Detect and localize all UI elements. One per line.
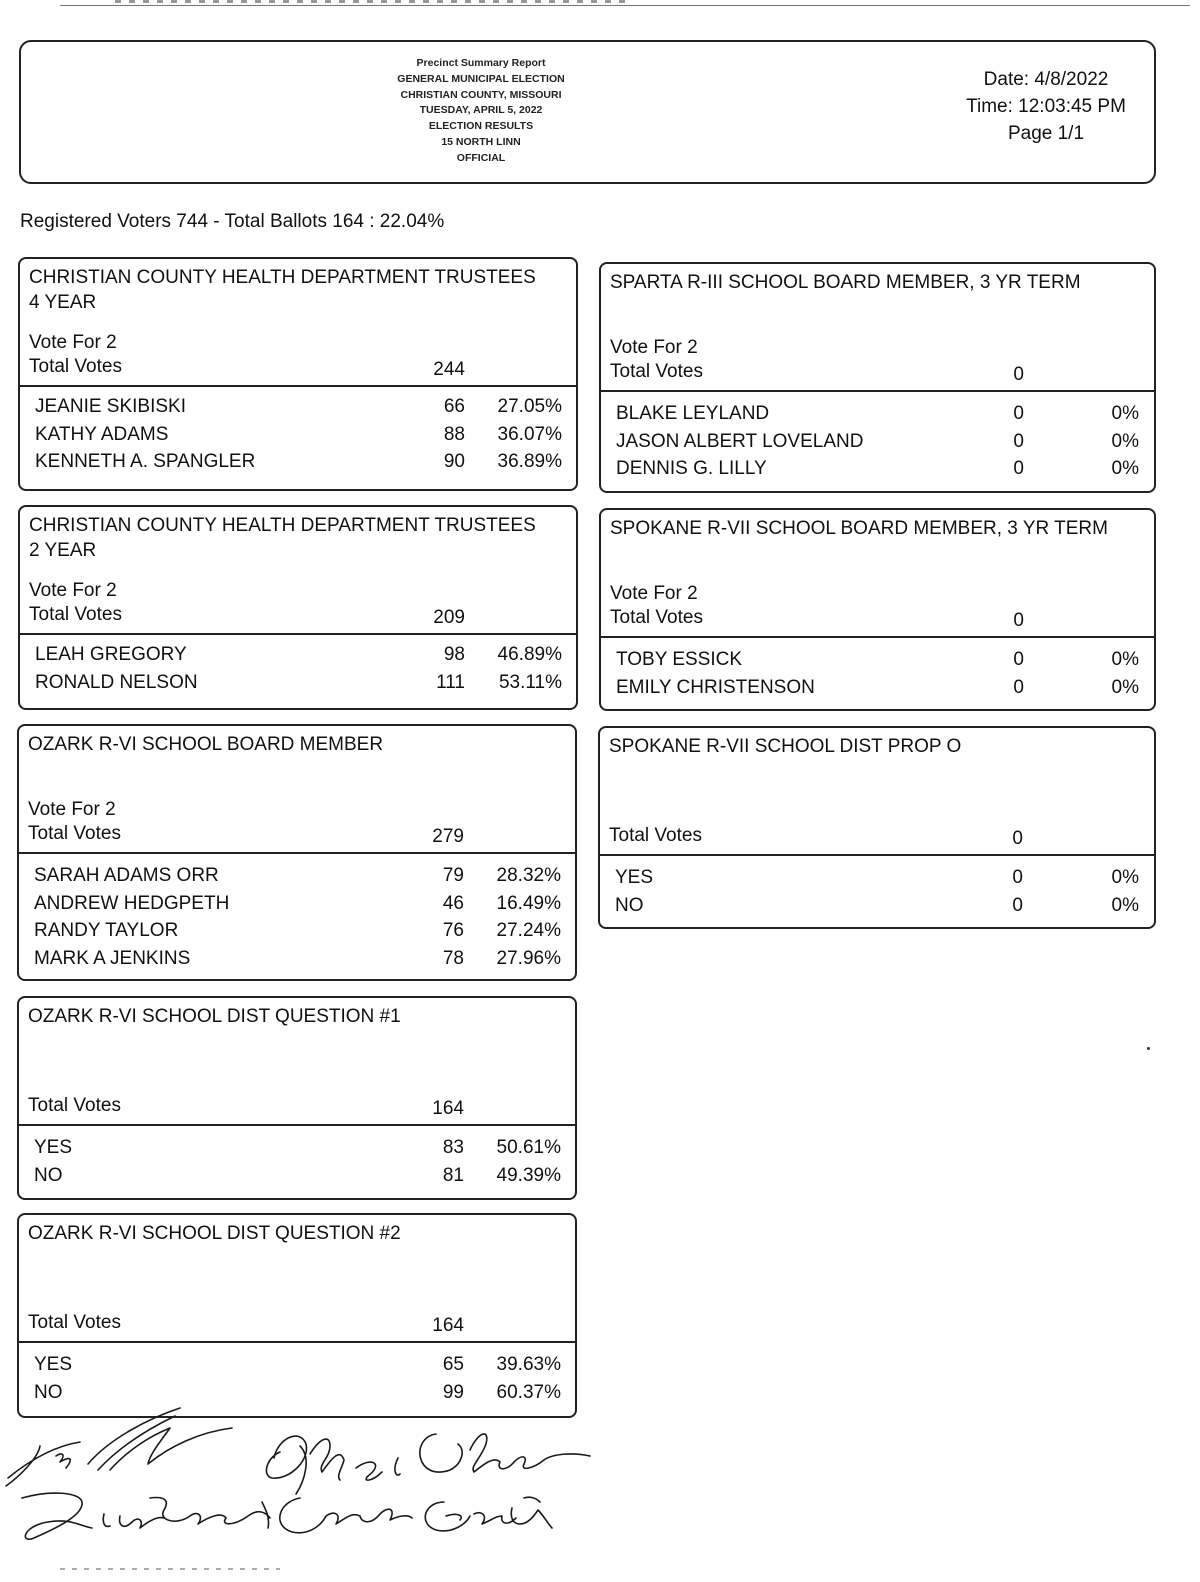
header-divider <box>18 1341 576 1343</box>
choice-votes: 65 <box>442 1354 464 1375</box>
choice-votes: 98 <box>443 644 465 665</box>
official-status: OFFICIAL <box>456 151 506 164</box>
header-divider <box>19 633 577 635</box>
choice-name: SARAH ADAMS ORR <box>34 865 219 886</box>
total-votes-label: Total Votes <box>29 356 122 377</box>
choice-votes: 0 <box>1013 458 1024 479</box>
choice-votes: 81 <box>442 1164 464 1186</box>
choice-row <box>600 892 1154 920</box>
vote-for-label: Vote For 2 <box>610 583 698 604</box>
choice-row <box>19 1162 575 1190</box>
total-votes-label: Total Votes <box>28 1312 121 1333</box>
choice-percent: 0% <box>1111 430 1139 452</box>
choice-name: NO <box>34 1164 63 1186</box>
choice-row <box>601 646 1154 674</box>
choice-row <box>20 393 576 421</box>
choice-name: NO <box>615 894 644 916</box>
county-name: CHRISTIAN COUNTY, MISSOURI <box>400 88 562 101</box>
report-header <box>19 40 1156 184</box>
choice-votes: 0 <box>1013 403 1024 424</box>
choice-percent: 27.24% <box>496 920 561 941</box>
choice-row <box>600 864 1154 892</box>
choice-votes: 0 <box>1012 867 1023 888</box>
choice-row <box>20 641 576 669</box>
choice-votes: 66 <box>443 396 465 417</box>
total-votes-value: 0 <box>1012 828 1023 849</box>
choice-name: RANDY TAYLOR <box>34 920 179 941</box>
total-votes-value: 0 <box>1013 364 1024 385</box>
turnout-summary: Registered Voters 744 - Total Ballots 164 : 22.04% <box>20 211 445 232</box>
header-divider <box>599 854 1155 856</box>
choice-name: MARK A JENKINS <box>34 947 191 969</box>
choice-name: TOBY ESSICK <box>616 649 743 670</box>
choice-name: ANDREW HEDGPETH <box>34 892 230 914</box>
total-votes-label: Total Votes <box>610 361 703 382</box>
scan-artifact-top <box>115 0 625 3</box>
choice-row <box>19 862 575 890</box>
choice-name: YES <box>615 867 654 888</box>
choice-percent: 0% <box>1111 403 1139 424</box>
choice-votes: 99 <box>442 1381 464 1403</box>
contest-box <box>599 508 1156 711</box>
header-meta <box>946 66 1146 147</box>
choice-name: LEAH GREGORY <box>35 644 187 665</box>
vote-for-label: Vote For 2 <box>610 337 698 358</box>
choice-percent: 36.07% <box>497 423 562 445</box>
report-date: Date: 4/8/2022 <box>983 69 1109 90</box>
total-votes-value: 164 <box>432 1098 464 1119</box>
contest-title: SPARTA R-III SCHOOL BOARD MEMBER, 3 YR TERM <box>610 272 1081 293</box>
scan-artifact-bottom <box>60 1568 280 1570</box>
total-votes-value: 0 <box>1013 610 1024 631</box>
choice-row <box>601 674 1154 702</box>
choice-votes: 79 <box>442 865 464 886</box>
choice-row <box>20 669 576 697</box>
contest-title: OZARK R-VI SCHOOL DIST QUESTION #2 <box>28 1223 401 1244</box>
contest-box <box>18 257 578 491</box>
choice-row <box>19 1351 575 1379</box>
choice-votes: 76 <box>442 920 464 941</box>
choice-name: NO <box>34 1381 63 1403</box>
contest-title: SPOKANE R-VII SCHOOL BOARD MEMBER, 3 YR TERM <box>610 518 1108 539</box>
choice-percent: 28.32% <box>496 865 561 886</box>
choice-name: JEANIE SKIBISKI <box>35 396 186 417</box>
header-divider <box>18 1124 576 1126</box>
choice-name: BLAKE LEYLAND <box>616 403 770 424</box>
choice-percent: 50.61% <box>496 1137 561 1158</box>
choice-name: DENNIS G. LILLY <box>616 458 767 479</box>
choice-percent: 0% <box>1111 867 1139 888</box>
choice-percent: 39.63% <box>496 1354 561 1375</box>
contest-title: OZARK R-VI SCHOOL BOARD MEMBER <box>28 734 384 755</box>
header-divider <box>18 852 576 854</box>
contest-box <box>17 1213 577 1418</box>
choice-votes: 46 <box>442 892 464 914</box>
total-votes-value: 244 <box>433 359 465 380</box>
choice-percent: 0% <box>1111 458 1139 479</box>
scan-speck <box>1147 1047 1150 1050</box>
header-divider <box>19 385 577 387</box>
choice-votes: 83 <box>442 1137 464 1158</box>
choice-row <box>19 890 575 918</box>
vote-for-label: Vote For 2 <box>29 580 117 601</box>
contest-box <box>598 726 1156 929</box>
choice-name: YES <box>34 1354 73 1375</box>
choice-percent: 0% <box>1111 894 1139 916</box>
choice-votes: 0 <box>1013 649 1024 670</box>
results-label: ELECTION RESULTS <box>428 120 534 133</box>
choice-percent: 49.39% <box>496 1164 561 1186</box>
choice-row <box>601 400 1154 428</box>
choice-percent: 0% <box>1111 676 1139 698</box>
total-votes-label: Total Votes <box>28 1095 121 1116</box>
choice-percent: 27.05% <box>497 396 562 417</box>
choice-name: YES <box>34 1137 73 1158</box>
choice-votes: 0 <box>1012 894 1023 916</box>
choice-name: JASON ALBERT LOVELAND <box>616 430 864 452</box>
choice-percent: 60.37% <box>496 1381 561 1403</box>
choice-row <box>20 448 576 476</box>
choice-percent: 16.49% <box>496 892 561 914</box>
choice-row <box>19 945 575 973</box>
choice-percent: 46.89% <box>497 644 562 665</box>
contest-box <box>17 724 577 981</box>
contest-title: SPOKANE R-VII SCHOOL DIST PROP O <box>609 736 962 757</box>
choice-name: EMILY CHRISTENSON <box>616 676 815 698</box>
contest-title: OZARK R-VI SCHOOL DIST QUESTION #1 <box>28 1006 401 1027</box>
choice-votes: 0 <box>1013 676 1024 698</box>
contest-box <box>17 996 577 1200</box>
choice-votes: 0 <box>1013 430 1024 452</box>
choice-row <box>19 1134 575 1162</box>
precinct-name: 15 NORTH LINN <box>441 135 521 148</box>
choice-votes: 78 <box>442 947 464 969</box>
choice-percent: 27.96% <box>496 947 561 969</box>
choice-row <box>19 917 575 945</box>
choice-name: KATHY ADAMS <box>35 423 169 445</box>
total-votes-value: 164 <box>432 1315 464 1336</box>
contest-title: CHRISTIAN COUNTY HEALTH DEPARTMENT TRUSTEES 4 YEAR <box>29 267 536 313</box>
report-time: Time: 12:03:45 PM <box>966 96 1126 117</box>
total-votes-value: 209 <box>433 607 465 628</box>
choice-votes: 90 <box>443 451 465 472</box>
choice-name: RONALD NELSON <box>35 671 198 693</box>
election-date: TUESDAY, APRIL 5, 2022 <box>419 104 543 117</box>
report-title: Precinct Summary Report <box>416 57 546 69</box>
total-votes-label: Total Votes <box>28 823 121 844</box>
choice-row <box>601 455 1154 483</box>
choice-percent: 53.11% <box>498 671 562 693</box>
contest-title: CHRISTIAN COUNTY HEALTH DEPARTMENT TRUSTEES 2 YEAR <box>29 515 536 561</box>
total-votes-value: 279 <box>432 826 464 847</box>
choice-percent: 36.89% <box>497 451 562 472</box>
header-divider <box>600 636 1155 638</box>
election-name: GENERAL MUNICIPAL ELECTION <box>397 72 565 85</box>
contest-box <box>18 505 578 710</box>
vote-for-label: Vote For 2 <box>28 799 116 820</box>
vote-for-label: Vote For 2 <box>29 332 117 353</box>
choice-row <box>20 421 576 449</box>
choice-percent: 0% <box>1111 649 1139 670</box>
choice-name: KENNETH A. SPANGLER <box>35 451 256 472</box>
page-number: Page 1/1 <box>1007 123 1085 144</box>
total-votes-label: Total Votes <box>609 825 702 846</box>
choice-votes: 88 <box>443 423 465 445</box>
header-divider <box>600 390 1155 392</box>
handwritten-signatures <box>0 1398 620 1568</box>
contest-box <box>599 262 1156 493</box>
total-votes-label: Total Votes <box>29 604 122 625</box>
total-votes-label: Total Votes <box>610 607 703 628</box>
choice-votes: 111 <box>436 671 465 693</box>
choice-row <box>601 428 1154 456</box>
header-title-block <box>351 56 611 167</box>
scan-edge-line <box>60 5 1190 6</box>
